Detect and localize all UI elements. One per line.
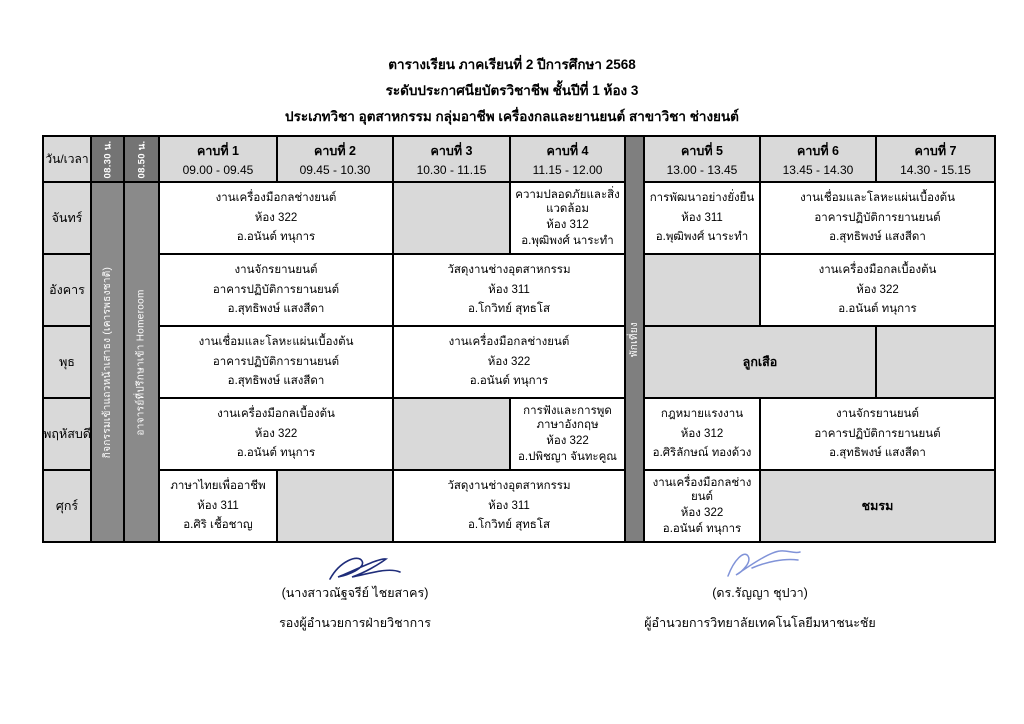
scouts-activity-cell: ลูกเสือ bbox=[645, 327, 875, 397]
header-day-time: วัน/เวลา bbox=[44, 137, 90, 181]
course-cell: งานเชื่อมและโลหะแผ่นเบื้องต้น อาคารปฏิบัติการยานยนต์ อ.สุทธิพงษ์ แสงสีดา bbox=[761, 183, 994, 253]
header-period-4: คาบที่ 4 11.15 - 12.00 bbox=[511, 137, 624, 181]
header-period-3: คาบที่ 3 10.30 - 11.15 bbox=[394, 137, 509, 181]
title-line-3: ประเภทวิชา อุตสาหกรรม กลุ่มอาชีพ เครื่องกลและยานยนต์ สาขาวิชา ช่างยนต์ bbox=[285, 109, 739, 124]
header-period-6: คาบที่ 6 13.45 - 14.30 bbox=[761, 137, 875, 181]
signer-role: รองผู้อำนวยการฝ่ายวิชาการ bbox=[279, 616, 431, 630]
timetable-grid bbox=[42, 135, 996, 543]
header-period-1: คาบที่ 1 09.00 - 09.45 bbox=[160, 137, 276, 181]
header-period-7: คาบที่ 7 14.30 - 15.15 bbox=[877, 137, 994, 181]
header-time-0830: 08.30 น. bbox=[92, 137, 123, 181]
course-cell: งานจักรยานยนต์ อาคารปฏิบัติการยานยนต์ อ.สุทธิพงษ์ แสงสีดา bbox=[761, 399, 994, 469]
course-cell: งานเครื่องมือกลช่างยนต์ ห้อง 322 อ.อนันต์ ทนุการ bbox=[160, 183, 392, 253]
signer-role: ผู้อำนวยการวิทยาลัยเทคโนโลยีมหาชนะชัย bbox=[644, 616, 876, 630]
course-cell: วัสดุงานช่างอุตสาหกรรม ห้อง 311 อ.โกวิทย์ สุทธโส bbox=[394, 255, 624, 325]
signer-name: (นางสาวณัฐจรีย์ ไชยสาคร) bbox=[281, 586, 429, 600]
course-cell: งานเครื่องมือกลเบื้องต้น ห้อง 322 อ.อนันต์ ทนุการ bbox=[761, 255, 994, 325]
flag-ceremony-activity-column: กิจกรรมเข้าแถวหน้าเสาธง (เคารพธงชาติ) bbox=[92, 183, 123, 541]
empty-cell bbox=[394, 399, 509, 469]
course-cell: วัสดุงานช่างอุตสาหกรรม ห้อง 311 อ.โกวิทย์ สุทธโส bbox=[394, 471, 624, 541]
day-monday: จันทร์ bbox=[44, 183, 90, 253]
course-cell: การฟังและการพูดภาษาอังกฤษ ห้อง 322 อ.ปพิชญา จันทะคูณ bbox=[511, 399, 624, 469]
empty-cell bbox=[278, 471, 392, 541]
course-cell: การพัฒนาอย่างยั่งยืน ห้อง 311 อ.พุฒิพงศ์ นาระทำ bbox=[645, 183, 759, 253]
course-cell: ภาษาไทยเพื่ออาชีพ ห้อง 311 อ.ศิริ เชื้อชาญ bbox=[160, 471, 276, 541]
course-cell: งานเชื่อมและโลหะแผ่นเบื้องต้น อาคารปฏิบัติการยานยนต์ อ.สุทธิพงษ์ แสงสีดา bbox=[160, 327, 392, 397]
document-title bbox=[0, 52, 1024, 130]
lunch-break-column: พักเที่ยง bbox=[626, 137, 643, 541]
title-line-1: ตารางเรียน ภาคเรียนที่ 2 ปีการศึกษา 2568 bbox=[388, 57, 636, 72]
empty-cell bbox=[394, 183, 509, 253]
header-time-0850: 08.50 น. bbox=[125, 137, 158, 181]
title-line-2: ระดับประกาศนียบัตรวิชาชีพ ชั้นปีที่ 1 ห้อง 3 bbox=[385, 83, 639, 98]
day-thursday: พฤหัสบดี bbox=[44, 399, 90, 469]
course-cell: งานเครื่องมือกลช่างยนต์ ห้อง 322 อ.อนันต์ ทนุการ bbox=[394, 327, 624, 397]
course-cell: งานเครื่องมือกลช่างยนต์ ห้อง 322 อ.อนันต์ ทนุการ bbox=[645, 471, 759, 541]
course-cell: งานเครื่องมือกลเบื้องต้น ห้อง 322 อ.อนันต์ ทนุการ bbox=[160, 399, 392, 469]
signature-block-right bbox=[600, 585, 920, 631]
day-wednesday: พุธ bbox=[44, 327, 90, 397]
course-cell: ความปลอดภัยและสิ่งแวดล้อม ห้อง 312 อ.พุฒิพงศ์ นาระทำ bbox=[511, 183, 624, 253]
header-period-5: คาบที่ 5 13.00 - 13.45 bbox=[645, 137, 759, 181]
signer-name: (ดร.รัญญา ชุปวา) bbox=[712, 586, 808, 600]
course-cell: งานจักรยานยนต์ อาคารปฏิบัติการยานยนต์ อ.สุทธิพงษ์ แสงสีดา bbox=[160, 255, 392, 325]
day-friday: ศุกร์ bbox=[44, 471, 90, 541]
course-cell: กฎหมายแรงงาน ห้อง 312 อ.ศิริลักษณ์ ทองด้วง bbox=[645, 399, 759, 469]
day-tuesday: อังคาร bbox=[44, 255, 90, 325]
signature-ink-left bbox=[322, 552, 406, 586]
empty-cell bbox=[645, 255, 759, 325]
club-activity-cell: ชมรม bbox=[761, 471, 994, 541]
header-period-2: คาบที่ 2 09.45 - 10.30 bbox=[278, 137, 392, 181]
homeroom-column: อาจารย์ที่ปรึกษาเข้า Homeroom bbox=[125, 183, 158, 541]
signature-ink-right bbox=[718, 546, 808, 582]
empty-cell bbox=[877, 327, 994, 397]
signature-block-left bbox=[205, 585, 505, 631]
